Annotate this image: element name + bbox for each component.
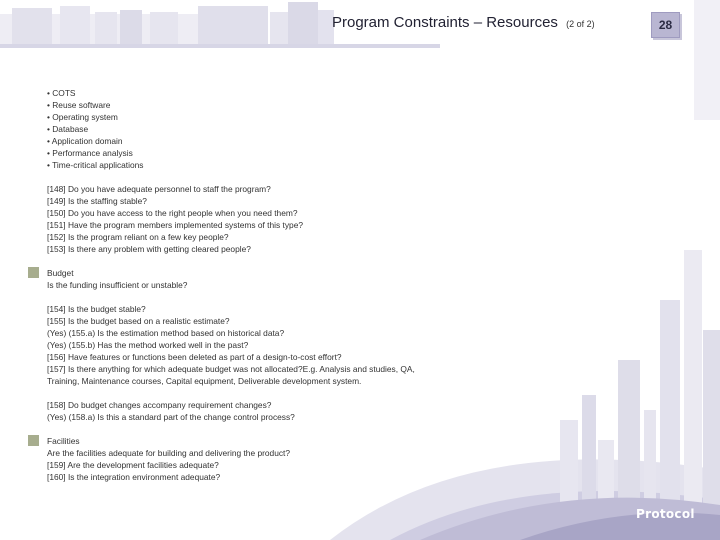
staffing-questions	[47, 183, 303, 255]
page-number-badge: 28	[651, 12, 680, 38]
question-item: [158] Do budget changes accompany requirement changes?	[47, 400, 272, 410]
skyline-graphic	[330, 250, 720, 540]
page-title	[332, 14, 595, 31]
budget-questions	[47, 303, 415, 387]
budget-section-marker	[28, 267, 39, 278]
question-item: (Yes) (155.a) Is the estimation method based on historical data?	[47, 328, 285, 338]
title-text: Program Constraints – Resources	[332, 14, 558, 31]
protocol-logo: Protocol	[636, 507, 695, 521]
list-item: • Reuse software	[47, 100, 111, 110]
facilities-section	[47, 435, 290, 483]
list-item: • Database	[47, 124, 89, 134]
question-item: [157] Is there anything for which adequate budget was not allocated?E.g. Analysis and studies, QA,	[47, 364, 415, 374]
right-column-decor	[694, 0, 720, 120]
budget-change-questions	[47, 399, 295, 423]
question-item: [156] Have features or functions been deleted as part of a design-to-cost effort?	[47, 352, 342, 362]
title-subtitle: (2 of 2)	[566, 19, 595, 29]
list-item: • Performance analysis	[47, 148, 133, 158]
question-item: Are the facilities adequate for building and delivering the product?	[47, 448, 291, 458]
question-item: [155] Is the budget based on a realistic estimate?	[47, 316, 230, 326]
list-item: • Operating system	[47, 112, 118, 122]
question-item: [150] Do you have access to the right people when you need them?	[47, 208, 298, 218]
question-item: [159] Are the development facilities adequate?	[47, 460, 219, 470]
question-item: Training, Maintenance courses, Capital equipment, Deliverable development system.	[47, 376, 362, 386]
facilities-heading: Facilities	[47, 436, 80, 446]
question-item: [153] Is there any problem with getting cleared people?	[47, 244, 251, 254]
question-item: (Yes) (158.a) Is this a standard part of the change control process?	[47, 412, 295, 422]
question-item: [160] Is the integration environment adequate?	[47, 472, 221, 482]
question-item: [148] Do you have adequate personnel to staff the program?	[47, 184, 271, 194]
question-item: [152] Is the program reliant on a few key people?	[47, 232, 229, 242]
question-item: [151] Have the program members implemented systems of this type?	[47, 220, 304, 230]
resource-bullet-list	[47, 87, 143, 171]
facilities-section-marker	[28, 435, 39, 446]
list-item: • Application domain	[47, 136, 123, 146]
question-item: (Yes) (155.b) Has the method worked well in the past?	[47, 340, 249, 350]
question-item: [149] Is the staffing stable?	[47, 196, 147, 206]
list-item: • COTS	[47, 88, 76, 98]
list-item: • Time-critical applications	[47, 160, 144, 170]
budget-section-header	[47, 267, 187, 291]
budget-subheading: Is the funding insufficient or unstable?	[47, 280, 188, 290]
budget-heading: Budget	[47, 268, 74, 278]
question-item: [154] Is the budget stable?	[47, 304, 146, 314]
